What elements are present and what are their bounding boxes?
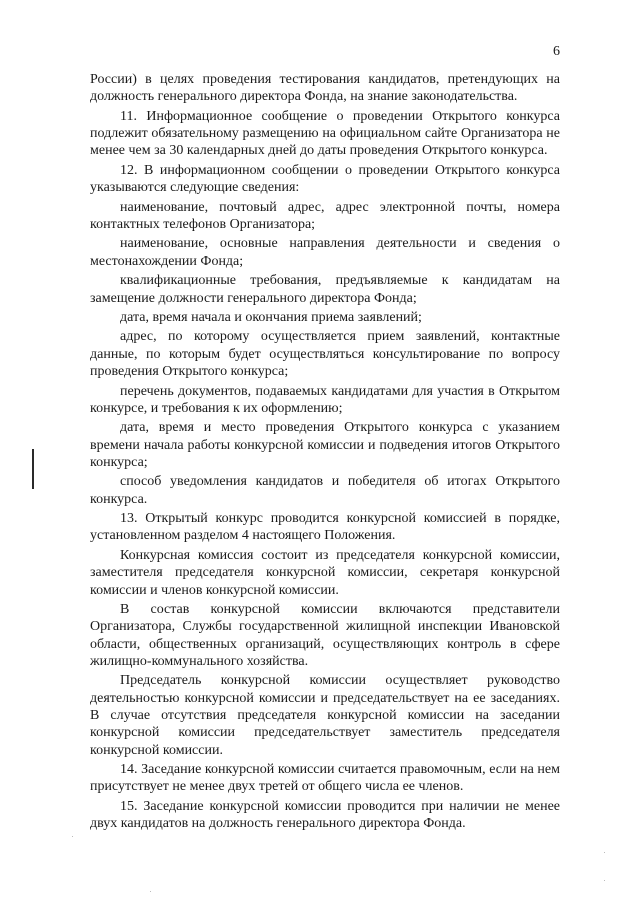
paragraph-12: 12. В информационном сообщении о проведении Открытого конкурса указываются следующие сведения: — [90, 162, 560, 196]
margin-mark — [32, 449, 34, 489]
scan-speck — [604, 852, 605, 853]
list-item: квалификационные требования, предъявляемые к кандидатам на замещение должности генерального директора Фонда; — [90, 273, 560, 306]
scan-speck — [604, 880, 605, 881]
list-item: наименование, почтовый адрес, адрес электронной почты, номера контактных телефонов Организатора; — [90, 199, 560, 232]
list-item: перечень документов, подаваемых кандидатами для участия в Открытом конкурсе, и требования к их оформлению; — [90, 383, 560, 416]
paragraph-continuation: России) в целях проведения тестирования кандидатов, претендующих на должность генерального директора Фонда, на знание законодательства. — [90, 72, 560, 105]
scan-speck — [72, 836, 73, 837]
list-item: адрес, по которому осуществляется прием заявлений, контактные данные, по которым будет осуществляться консультирование по вопросу проведения Открытого конкурса; — [90, 329, 560, 380]
paragraph-13-chair: Председатель конкурсной комиссии осуществляет руководство деятельностью конкурсной комиссии и председательствует на ее заседаниях. В случае отсутствия председателя конкурсной комиссии на заседании конкурсной комиссии председательствует заместитель председателя конкурсной комиссии. — [90, 673, 560, 758]
document-body — [90, 71, 560, 835]
paragraph-15: 15. Заседание конкурсной комиссии проводится при наличии не менее двух кандидатов на должность генерального директора Фонда. — [90, 798, 560, 832]
list-item: дата, время и место проведения Открытого конкурса с указанием времени начала работы конкурсной комиссии и подведения итогов Открытого конкурса; — [90, 420, 560, 470]
paragraph-13: 13. Открытый конкурс проводится конкурсной комиссией в порядке, установленном разделом 4 настоящего Положения. — [90, 511, 560, 544]
scan-speck — [150, 891, 151, 892]
paragraph-13-composition: Конкурсная комиссия состоит из председателя конкурсной комиссии, заместителя председателя конкурсной комиссии, секретаря конкурсной комиссии и членов конкурсной комиссии. — [90, 547, 560, 598]
list-item: наименование, основные направления деятельности и сведения о местонахождении Фонда; — [90, 236, 560, 269]
paragraph-14: 14. Заседание конкурсной комиссии считается правомочным, если на нем присутствует не менее двух третей от общего числа ее членов. — [90, 762, 560, 795]
paragraph-13-members: В состав конкурсной комиссии включаются представители Организатора, Службы государственной жилищной инспекции Ивановской области, общественных организаций, осуществляющих контроль в сфере жилищно-коммунального хозяйства. — [90, 602, 560, 669]
page-number: 6 — [553, 44, 560, 59]
paragraph-11: 11. Информационное сообщение о проведении Открытого конкурса подлежит обязательному размещению на официальном сайте Организатора не менее чем за 30 календарных дней до даты проведения Открытого конкурса. — [90, 108, 560, 159]
list-item: способ уведомления кандидатов и победителя об итогах Открытого конкурса. — [90, 474, 560, 507]
list-item: дата, время начала и окончания приема заявлений; — [120, 309, 422, 325]
